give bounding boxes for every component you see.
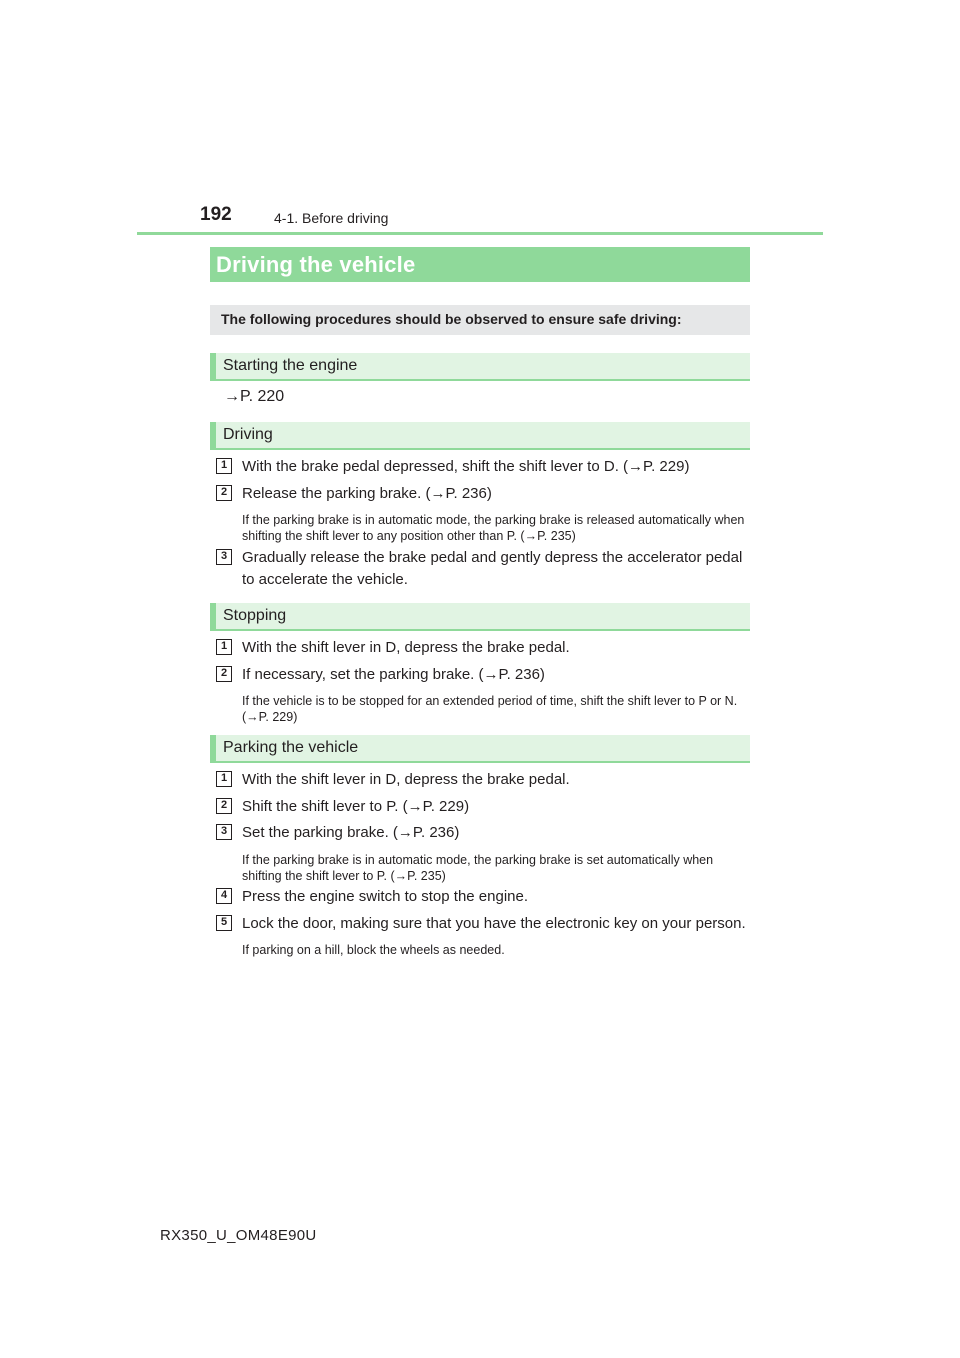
step-text: If necessary, set the parking brake. (→P. 236) bbox=[242, 666, 545, 683]
step-number-badge: 3 bbox=[216, 824, 232, 840]
subheading-parking: Parking the vehicle bbox=[210, 735, 750, 763]
step-number-badge: 1 bbox=[216, 458, 232, 474]
step-text: With the brake pedal depressed, shift the shift lever to D. (→P. 229) bbox=[242, 458, 690, 475]
step-text: Release the parking brake. (→P. 236) bbox=[242, 485, 492, 502]
subheading-starting: Starting the engine bbox=[210, 353, 750, 381]
step-number-badge: 1 bbox=[216, 771, 232, 787]
step-number-badge: 3 bbox=[216, 549, 232, 565]
step-text: Lock the door, making sure that you have the electronic key on your person. bbox=[242, 915, 746, 932]
stopping-note: If the vehicle is to be stopped for an extended period of time, shift the shift lever to P or N. (→P. 229) bbox=[242, 694, 738, 724]
subheading-driving: Driving bbox=[210, 422, 750, 450]
step-text: Gradually release the brake pedal and gently depress the accelerator pedal to accelerate the vehicle. bbox=[242, 549, 743, 588]
step-text: With the shift lever in D, depress the brake pedal. bbox=[242, 639, 570, 656]
step-text: Set the parking brake. (→P. 236) bbox=[242, 824, 460, 841]
step-number-badge: 2 bbox=[216, 485, 232, 501]
step-text: Press the engine switch to stop the engine. bbox=[242, 888, 529, 905]
parking-note-set: If the parking brake is in automatic mode, the parking brake is set automatically when shifting the shift lever to P. (→P. 235) bbox=[242, 853, 714, 883]
chapter-banner: Driving the vehicle bbox=[210, 247, 750, 282]
step-number-badge: 2 bbox=[216, 798, 232, 814]
step-number-badge: 2 bbox=[216, 666, 232, 682]
page-number: 192 bbox=[200, 204, 232, 225]
step-text: Shift the shift lever to P. (→P. 229) bbox=[242, 798, 470, 815]
driving-note: If the parking brake is in automatic mode, the parking brake is released automatically when shifting the shift lever to any position other than P. (→P. 235) bbox=[242, 513, 745, 543]
parking-note-hill: If parking on a hill, block the wheels as needed. bbox=[242, 943, 505, 957]
step-number-badge: 4 bbox=[216, 888, 232, 904]
step-number-badge: 5 bbox=[216, 915, 232, 931]
page-reference[interactable]: →P. 220 bbox=[224, 388, 285, 405]
subheading-stopping: Stopping bbox=[210, 603, 750, 631]
step-number-badge: 1 bbox=[216, 639, 232, 655]
step-text: With the shift lever in D, depress the brake pedal. bbox=[242, 771, 570, 788]
header-rule bbox=[137, 232, 823, 235]
section-title: 4-1. Before driving bbox=[274, 210, 389, 226]
document-code: RX350_U_OM48E90U bbox=[160, 1227, 317, 1244]
intro-box: The following procedures should be observed to ensure safe driving: bbox=[210, 305, 750, 335]
